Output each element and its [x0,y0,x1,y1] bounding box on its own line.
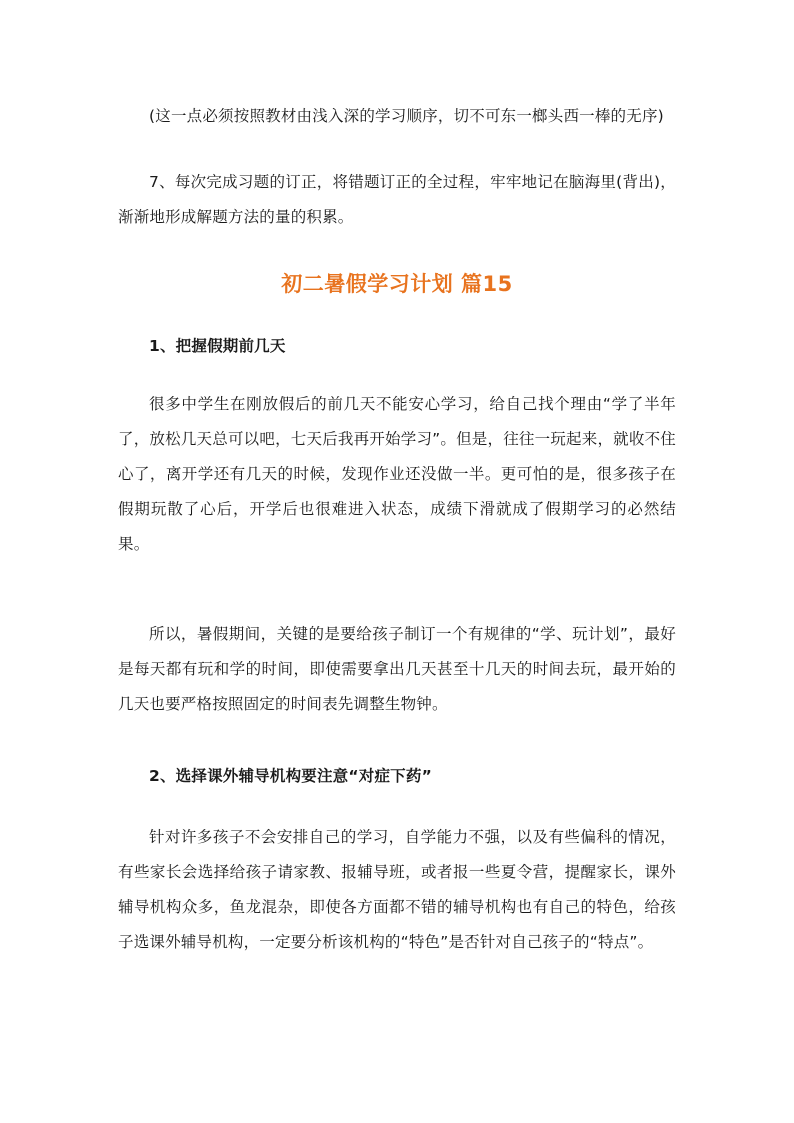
section-title: 初二暑假学习计划 篇15 [281,272,513,296]
paragraph-order-note: (这一点必须按照教材由浅入深的学习顺序，切不可东一榔头西一棒的无序) [149,107,664,125]
subheading-grasp-first-days: 1、把握假期前几天 [149,337,286,355]
paragraph-study-play-plan: 所以，暑假期间，关键的是要给孩子制订一个有规律的“学、玩计划”，最好是每天都有玩和学的时间，即使需要拿出几天甚至十几天的时间去玩，最开始的几天也要严格按照固定的时间表先调整生物钟。 [118,625,676,713]
paragraph-tutoring-institutions: 针对许多孩子不会安排自己的学习，自学能力不强，以及有些偏科的情况，有些家长会选择给孩子请家教、报辅导班，或者报一些夏令营，提醒家长，课外辅导机构众多，鱼龙混杂，即使各方面都不错的辅导机构也有自己的特色，给孩子选课外辅导机构，一定要分析该机构的“特色”是否针对自己孩子的“特点”。 [118,828,676,951]
subheading-choose-tutoring: 2、选择课外辅导机构要注意“对症下药” [149,767,432,785]
paragraph-item-7: 7、每次完成习题的订正，将错题订正的全过程，牢牢地记在脑海里(背出)，渐渐地形成解题方法的量的积累。 [118,173,676,226]
paragraph-first-days: 很多中学生在刚放假后的前几天不能安心学习，给自己找个理由“学了半年了，放松几天总可以吧，七天后我再开始学习”。但是，往往一玩起来，就收不住心了，离开学还有几天的时候，发现作业还没做一半。更可怕的是，很多孩子在假期玩散了心后，开学后也很难进入状态，成绩下滑就成了假期学习的必然结果。 [118,395,676,553]
